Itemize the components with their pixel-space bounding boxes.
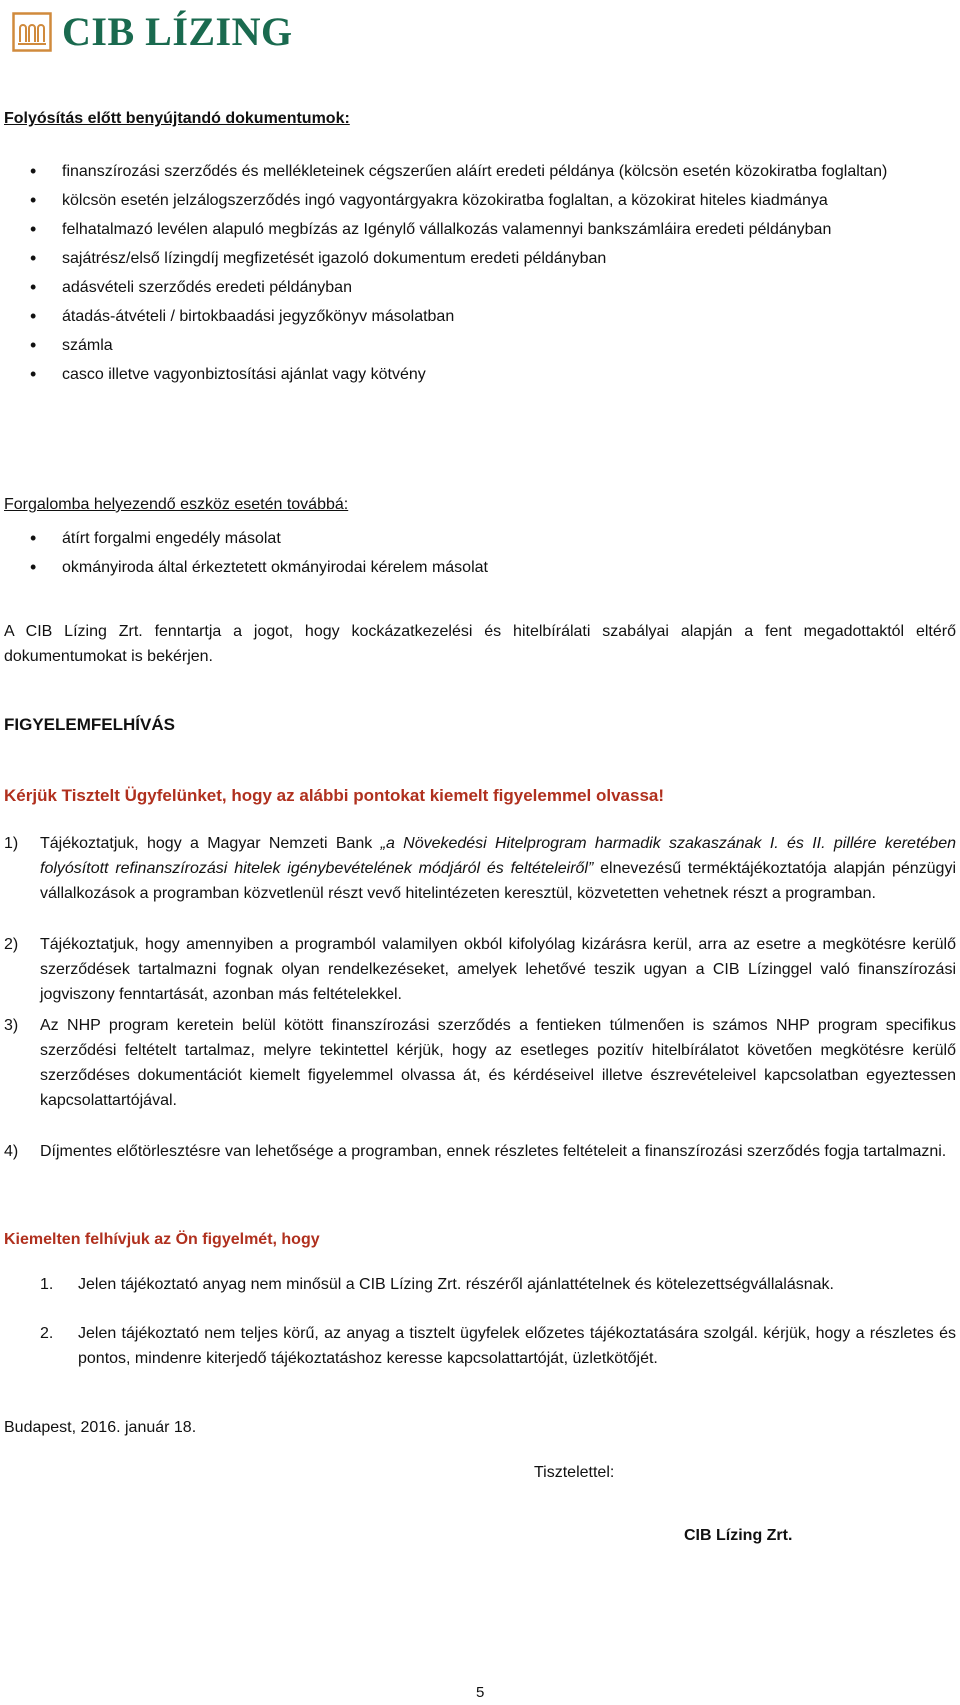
building-columns-icon bbox=[12, 12, 52, 52]
point-number: 4) bbox=[4, 1143, 19, 1160]
point-text: Tájékoztatjuk, hogy amennyiben a programból valamilyen okból kifolyólag kizárásra kerül, arra az esetre a megkötésre kerülő szerződések tartalmazni fognak olyan rendelkezéseket, amelyek lehetővé teszik ugyan a CIB Lízinggel való finanszírozási jogviszony fenntartását, azonban más feltételekkel. bbox=[40, 936, 956, 1003]
point-text-rest: elnevezésű terméktájékoztatója alapján pénzügyi vállalkozások a programban közvetlenül részt vevő hitelintézeten keresztül, közvetetten vehetnek részt a programban. bbox=[40, 860, 956, 902]
cib-lizing-logo bbox=[12, 8, 293, 56]
warning-points bbox=[4, 831, 956, 1164]
item-number: 2. bbox=[40, 1325, 54, 1342]
section-title-documents: Folyósítás előtt benyújtandó dokumentumok: bbox=[4, 110, 350, 127]
list-item: • casco illetve vagyonbiztosítási ajánlat vagy kötvény bbox=[4, 362, 956, 387]
warning-point-3 bbox=[4, 1013, 956, 1113]
point-text: Az NHP program keretein belül kötött finanszírozási szerződés a fentieken túlmenően is számos NHP program specifikus szerződési feltételt tartalmaz, melyre tekintettel kérjük, hogy az esetleges pozitív hitelbírálatot követően megkötésre kerülő szerződéses dokumentációt kiemelt figyelemmel olvassa át, és kérdéseivel illetve észrevételeivel kapcsolatban egyeztessen kapcsolattartójával. bbox=[40, 1017, 956, 1109]
signatory: CIB Lízing Zrt. bbox=[684, 1527, 793, 1544]
closing-greeting: Tisztelettel: bbox=[534, 1464, 615, 1481]
list-item: • kölcsön esetén jelzálogszerződés ingó vagyontárgyakra közokiratba foglaltan, a közokirat hiteles kiadmánya bbox=[4, 188, 956, 213]
attention-item-1 bbox=[4, 1272, 956, 1297]
warning-point-1 bbox=[4, 831, 956, 906]
point-text-intro: Tájékoztatjuk, hogy a Magyar Nemzeti Bank bbox=[40, 835, 381, 852]
registration-list bbox=[4, 526, 956, 584]
attention-heading: Kiemelten felhívjuk az Ön figyelmét, hogy bbox=[4, 1231, 320, 1248]
warning-point-4 bbox=[4, 1139, 956, 1164]
attention-list bbox=[4, 1272, 956, 1371]
attention-item-2 bbox=[4, 1321, 956, 1371]
page-number: 5 bbox=[476, 1684, 485, 1701]
item-number: 1. bbox=[40, 1276, 54, 1293]
list-item: • sajátrész/első lízingdíj megfizetését igazoló dokumentum eredeti példányban bbox=[4, 246, 956, 271]
list-item: • felhatalmazó levélen alapuló megbízás az Igénylő vállalkozás valamennyi bankszámláira eredeti példányban bbox=[4, 217, 956, 242]
place-and-date: Budapest, 2016. január 18. bbox=[4, 1419, 197, 1436]
point-number: 3) bbox=[4, 1017, 19, 1034]
item-text: Jelen tájékoztató nem teljes körű, az anyag a tisztelt ügyfelek előzetes tájékoztatására szolgál. kérjük, hogy a részletes és pontos, mindenre kiterjedő tájékoztatáshoz keresse kapcsolattartóját, üzletkötőjét. bbox=[78, 1325, 956, 1367]
warning-point-2 bbox=[4, 932, 956, 1007]
list-item: • átadás-átvételi / birtokbaadási jegyzőkönyv másolatban bbox=[4, 304, 956, 329]
list-item: • átírt forgalmi engedély másolat bbox=[4, 526, 956, 551]
warning-heading: FIGYELEMFELHÍVÁS bbox=[4, 715, 175, 734]
list-item: • okmányiroda által érkeztetett okmányirodai kérelem másolat bbox=[4, 555, 956, 580]
point-number: 2) bbox=[4, 936, 19, 953]
item-text: Jelen tájékoztató anyag nem minősül a CIB Lízing Zrt. részéről ajánlattételnek és kötelezettségvállalásnak. bbox=[78, 1276, 834, 1293]
documents-list bbox=[4, 159, 956, 391]
list-item: • számla bbox=[4, 333, 956, 358]
list-item: • finanszírozási szerződés és mellékleteinek cégszerűen aláírt eredeti példánya (kölcsön esetén közokiratba foglaltan) bbox=[4, 159, 956, 184]
point-text: Díjmentes előtörlesztésre van lehetősége a programban, ennek részletes feltételeit a finanszírozási szerződés fogja tartalmazni. bbox=[40, 1143, 947, 1160]
warning-subheading: Kérjük Tisztelt Ügyfelünket, hogy az alábbi pontokat kiemelt figyelemmel olvassa! bbox=[4, 786, 665, 805]
list-item: • adásvételi szerződés eredeti példányban bbox=[4, 275, 956, 300]
reservation-paragraph: A CIB Lízing Zrt. fenntartja a jogot, hogy kockázatkezelési és hitelbírálati szabályai alapján a fent megadottaktól eltérő dokumentumokat is bekérjen. bbox=[4, 623, 956, 665]
point-text-italic: „a Növekedési Hitelprogram harmadik szakaszának I. és II. pillére keretében folyósított refinanszírozási hitelek igénybevételének módjáról és feltételeiről” bbox=[40, 835, 956, 877]
section-title-registration: Forgalomba helyezendő eszköz esetén továbbá: bbox=[4, 496, 349, 513]
point-number: 1) bbox=[4, 835, 19, 852]
logo-wordmark: CIB LÍZING bbox=[62, 9, 293, 54]
